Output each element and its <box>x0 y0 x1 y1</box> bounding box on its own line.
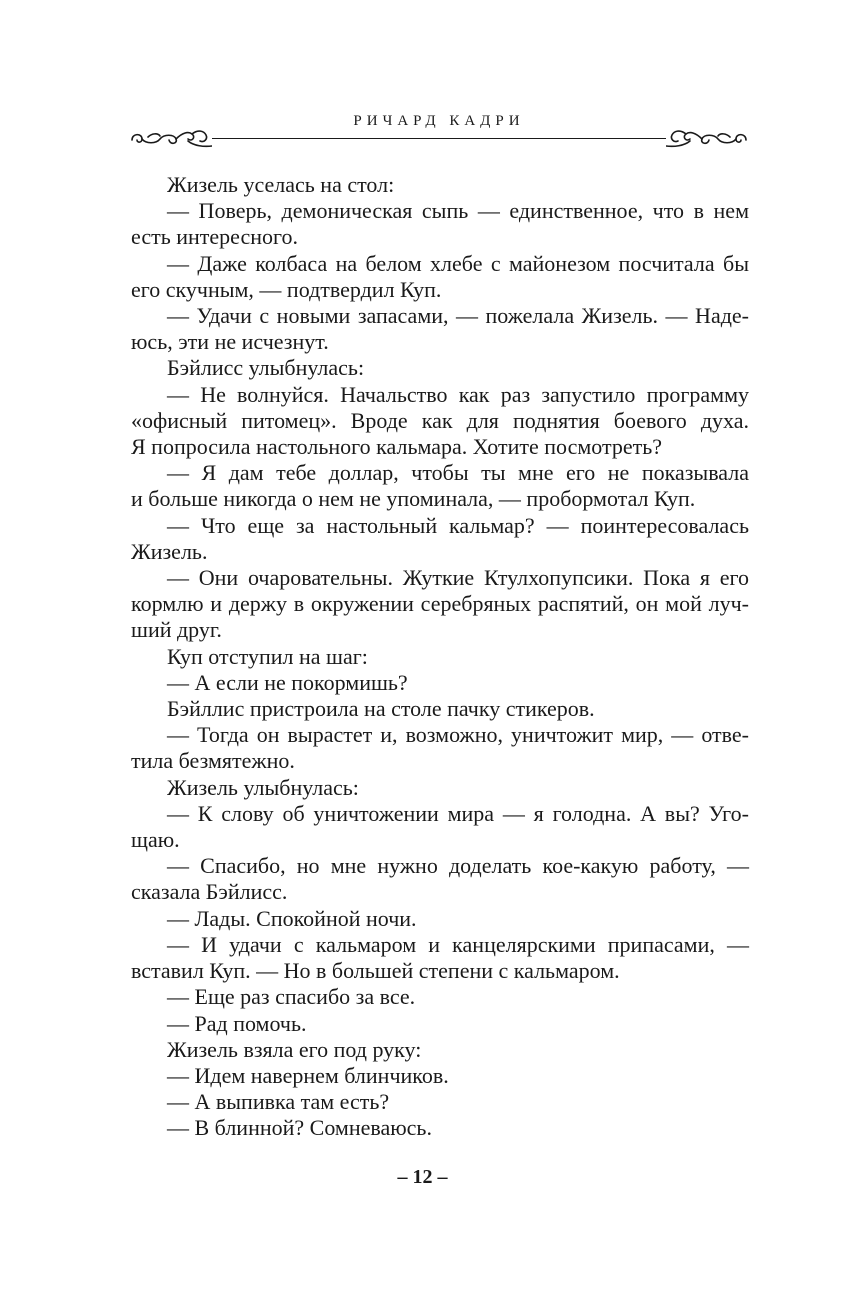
running-header <box>128 108 750 152</box>
text-line: Жизель улыбнулась: <box>167 774 359 800</box>
text-line: — Рад помочь. <box>167 1010 307 1036</box>
text-line: — Идем навернем блинчиков. <box>167 1062 449 1088</box>
text-line: Жизель уселась на стол: <box>167 172 395 197</box>
text-line: — А выпивка там есть? <box>167 1089 390 1115</box>
text-line: его скучным, — подтвердил Куп. <box>131 276 442 302</box>
text-line: — К слову об уничтожении мира — я голодна. А вы? Уго- <box>167 800 749 826</box>
text-line: — И удачи с кальмаром и канцелярскими припасами, — <box>167 931 749 957</box>
text-line: — Лады. Спокойной ночи. <box>167 905 417 931</box>
text-line: вставил Куп. — Но в большей степени с кальмаром. <box>131 958 620 984</box>
text-line: «офисный питомец». Вроде как для поднятия боевого духа. <box>131 407 749 433</box>
text-line: — А если не покормишь? <box>167 669 408 695</box>
text-line: — Поверь, демоническая сыпь — единственное, что в нем <box>167 198 749 224</box>
text-line: — Что еще за настольный кальмар? — поинтересовалась <box>167 512 749 538</box>
text-line: — Они очаровательны. Жуткие Ктулхопупсики. Пока я его <box>167 565 749 591</box>
text-line: Жизель взяла его под руку: <box>167 1036 422 1062</box>
text-line: Я попросила настольного кальмара. Хотите посмотреть? <box>131 434 663 460</box>
text-line: Бэйллис пристроила на столе пачку стикеров. <box>167 696 595 722</box>
text-line: сказала Бэйлисс. <box>131 879 288 905</box>
text-line: — Не волнуйся. Начальство как раз запустило программу <box>167 381 749 407</box>
body-text <box>131 172 749 1142</box>
text-line: — Тогда он вырастет и, возможно, уничтожит мир, — отве- <box>167 722 749 748</box>
text-line: Куп отступил на шаг: <box>167 643 368 669</box>
text-line: Жизель. <box>131 538 208 564</box>
text-line: — Даже колбаса на белом хлебе с майонезом посчитала бы <box>167 250 749 276</box>
page-number: – 12 – <box>397 1166 448 1188</box>
text-line: — Я дам тебе доллар, чтобы ты мне его не показывала <box>167 460 749 486</box>
text-line: щаю. <box>131 827 180 853</box>
text-line: — Спасибо, но мне нужно доделать кое-какую работу, — <box>167 853 749 879</box>
text-line: кормлю и держу в окружении серебряных распятий, он мой луч- <box>131 591 749 617</box>
text-line: Бэйлисс улыбнулась: <box>167 355 365 381</box>
text-line: юсь, эти не исчезнут. <box>131 329 329 355</box>
text-line: тила безмятежно. <box>131 748 295 774</box>
text-line: — Еще раз спасибо за все. <box>167 984 416 1010</box>
text-line: — Удачи с новыми запасами, — пожелала Жизель. — Наде- <box>167 303 749 329</box>
text-line: ший друг. <box>131 617 222 643</box>
text-line: есть интересного. <box>131 224 298 250</box>
text-line: — В блинной? Сомневаюсь. <box>167 1115 432 1141</box>
scroll-flourish-icon <box>666 125 750 151</box>
text-line: и больше никогда о нем не упоминала, — пробормотал Куп. <box>131 486 696 512</box>
book-author-header: РИЧАРД КАДРИ <box>353 113 525 129</box>
header-rule <box>212 138 666 139</box>
